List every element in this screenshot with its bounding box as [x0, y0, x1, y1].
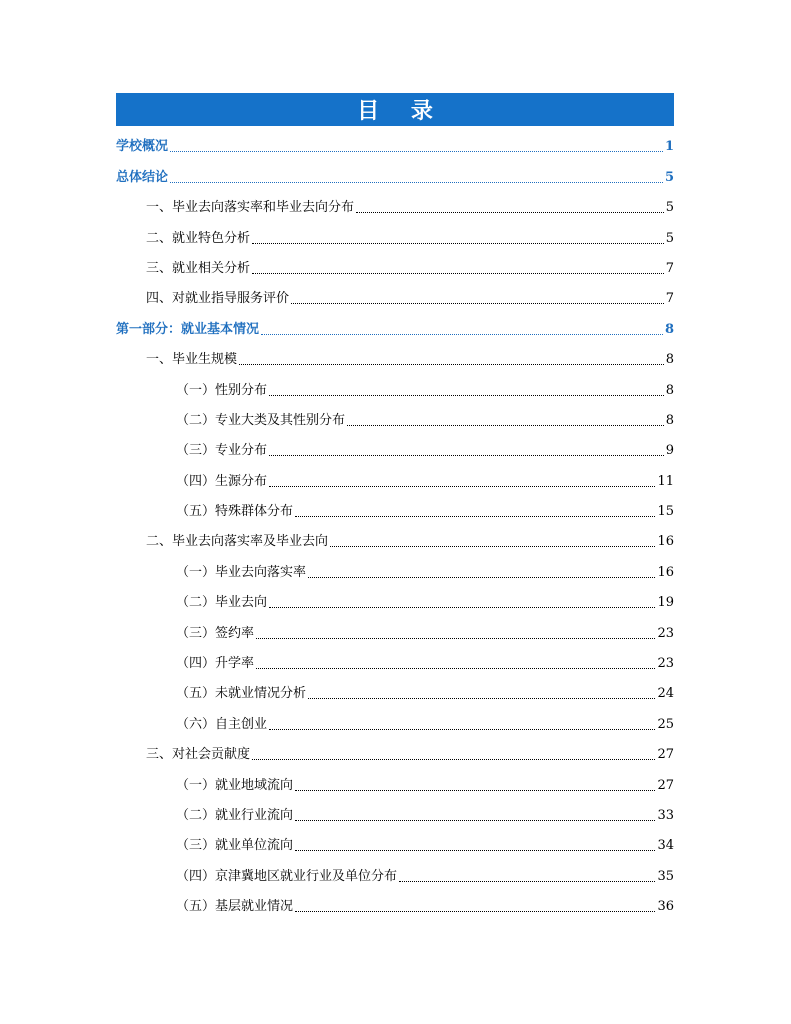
toc-entry[interactable] [116, 709, 674, 739]
toc-entry-page-number: 27 [657, 777, 674, 793]
dot-leader [295, 790, 655, 791]
dot-leader [269, 729, 655, 730]
toc-entry[interactable] [116, 132, 674, 162]
toc-entry-page-number: 24 [657, 686, 674, 702]
dot-leader [256, 638, 655, 639]
toc-entry-label: 三、对社会贡献度 [146, 747, 251, 763]
toc-entry-page-number: 8 [665, 382, 674, 398]
dot-leader [308, 577, 655, 578]
toc-entry[interactable] [116, 861, 674, 891]
toc-entry-page-number: 8 [665, 352, 674, 368]
toc-entry-label: 二、毕业去向落实率及毕业去向 [146, 534, 329, 550]
toc-entry-page-number: 11 [657, 473, 674, 489]
toc-entry-label: （五）特殊群体分布 [176, 504, 294, 520]
toc-entry-page-number: 23 [657, 656, 674, 672]
toc-entry-page-number: 5 [665, 230, 674, 246]
toc-entry[interactable] [116, 740, 674, 770]
toc-entry[interactable] [116, 162, 674, 192]
toc-entry-label: 第一部分：就业基本情况 [116, 321, 260, 337]
toc-entry-page-number: 34 [657, 838, 674, 854]
dot-leader [170, 151, 663, 152]
toc-entry-label: （四）京津冀地区就业行业及单位分布 [176, 868, 398, 884]
toc-entry-label: 总体结论 [116, 169, 169, 185]
toc-entry[interactable] [116, 801, 674, 831]
toc-entry[interactable] [116, 466, 674, 496]
toc-entry-page-number: 19 [657, 595, 674, 611]
dot-leader [356, 212, 664, 213]
toc-entry-label: 学校概况 [116, 139, 169, 155]
toc-entry[interactable] [116, 375, 674, 405]
toc-entry[interactable] [116, 193, 674, 223]
toc-entry[interactable] [116, 679, 674, 709]
dot-leader [399, 881, 655, 882]
toc-entry-label: （三）专业分布 [176, 443, 268, 459]
dot-leader [330, 546, 655, 547]
toc-entry-page-number: 5 [665, 200, 674, 216]
toc-entry-label: （六）自主创业 [176, 716, 268, 732]
toc-entry-label: 三、就业相关分析 [146, 260, 251, 276]
dot-leader [295, 516, 655, 517]
dot-leader [261, 334, 663, 335]
toc-entry[interactable] [116, 770, 674, 800]
toc-entry[interactable] [116, 314, 674, 344]
toc-entry-page-number: 9 [665, 443, 674, 459]
table-of-contents [116, 132, 674, 922]
toc-title: 目 录 [116, 93, 674, 126]
dot-leader [295, 820, 655, 821]
toc-entry-label: （一）性别分布 [176, 382, 268, 398]
dot-leader [269, 455, 664, 456]
toc-entry-page-number: 23 [657, 625, 674, 641]
toc-entry[interactable] [116, 831, 674, 861]
toc-entry-page-number: 15 [657, 504, 674, 520]
toc-entry[interactable] [116, 588, 674, 618]
dot-leader [252, 759, 655, 760]
toc-entry-page-number: 27 [657, 747, 674, 763]
toc-entry-page-number: 7 [665, 260, 674, 276]
toc-entry-label: （二）专业大类及其性别分布 [176, 412, 346, 428]
dot-leader [269, 486, 655, 487]
toc-entry[interactable] [116, 557, 674, 587]
toc-entry[interactable] [116, 649, 674, 679]
toc-entry[interactable] [116, 527, 674, 557]
dot-leader [295, 850, 655, 851]
toc-entry-page-number: 7 [665, 291, 674, 307]
toc-entry-label: （五）基层就业情况 [176, 899, 294, 915]
dot-leader [295, 911, 655, 912]
toc-entry-label: （一）毕业去向落实率 [176, 564, 307, 580]
dot-leader [269, 395, 664, 396]
toc-entry-label: 二、就业特色分析 [146, 230, 251, 246]
toc-entry[interactable] [116, 436, 674, 466]
dot-leader [252, 243, 664, 244]
toc-entry-page-number: 5 [664, 169, 674, 185]
toc-entry-label: 一、毕业生规模 [146, 352, 238, 368]
toc-entry-label: 四、对就业指导服务评价 [146, 291, 290, 307]
toc-entry-page-number: 33 [657, 807, 674, 823]
toc-entry-page-number: 1 [664, 139, 674, 155]
dot-leader [252, 273, 664, 274]
toc-entry-label: （四）升学率 [176, 656, 255, 672]
toc-entry-label: 一、毕业去向落实率和毕业去向分布 [146, 200, 355, 216]
toc-entry[interactable] [116, 345, 674, 375]
toc-entry-page-number: 16 [657, 534, 674, 550]
dot-leader [291, 303, 664, 304]
toc-entry[interactable] [116, 497, 674, 527]
toc-entry[interactable] [116, 254, 674, 284]
dot-leader [239, 364, 664, 365]
toc-entry[interactable] [116, 223, 674, 253]
toc-entry-label: （三）签约率 [176, 625, 255, 641]
dot-leader [347, 425, 664, 426]
toc-entry-label: （五）未就业情况分析 [176, 686, 307, 702]
dot-leader [269, 607, 655, 608]
toc-entry[interactable] [116, 892, 674, 922]
toc-entry[interactable] [116, 284, 674, 314]
toc-entry-label: （三）就业单位流向 [176, 838, 294, 854]
toc-entry-label: （二）就业行业流向 [176, 807, 294, 823]
toc-entry-page-number: 36 [657, 899, 674, 915]
dot-leader [256, 668, 655, 669]
toc-entry-label: （四）生源分布 [176, 473, 268, 489]
toc-entry[interactable] [116, 618, 674, 648]
dot-leader [308, 698, 655, 699]
dot-leader [170, 182, 663, 183]
toc-entry-page-number: 35 [657, 868, 674, 884]
toc-entry-page-number: 8 [664, 321, 674, 337]
toc-entry-page-number: 8 [665, 412, 674, 428]
toc-entry-page-number: 16 [657, 564, 674, 580]
toc-entry-label: （二）毕业去向 [176, 595, 268, 611]
toc-entry-page-number: 25 [657, 716, 674, 732]
toc-entry-label: （一）就业地域流向 [176, 777, 294, 793]
toc-entry[interactable] [116, 406, 674, 436]
